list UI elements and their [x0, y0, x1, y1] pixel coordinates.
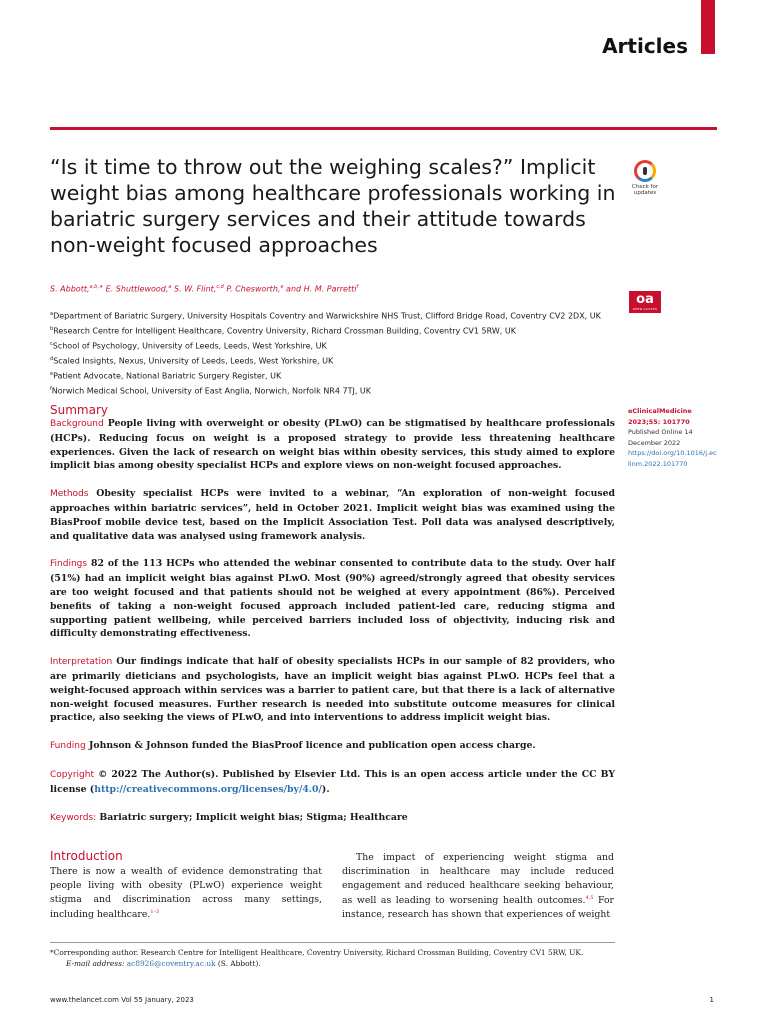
author-name[interactable]: P. Chesworth,	[223, 284, 281, 294]
affiliation-item	[50, 323, 620, 338]
summary-background	[50, 417, 615, 473]
copyright-end: ).	[321, 783, 330, 795]
affiliation-text: Research Centre for Intelligent Healthcare, Coventry University, Richard Crossman Building, Coventry CV1 5RW, UK	[53, 326, 516, 336]
interpretation-label: Interpretation	[50, 657, 113, 668]
intro-right-text: The impact of experiencing weight stigma and discrimination in healthcare may include reduced engagement and reduced healthcare seeking behaviour, as well as leading to worsening health outcomes.	[342, 852, 614, 907]
email-line	[50, 958, 650, 969]
intro-right-text-cont: For instance, research has shown that experiences of weight	[342, 895, 614, 921]
author-affiliation-marker: a,b,∗	[89, 284, 104, 290]
summary-heading: Summary	[50, 403, 108, 417]
copyright-label: Copyright	[50, 769, 94, 780]
affiliation-marker: c	[50, 340, 53, 347]
affiliation-text: Scaled Insights, Nexus, University of Leeds, Leeds, West Yorkshire, UK	[53, 356, 334, 366]
introduction-heading: Introduction	[50, 849, 123, 863]
affiliation-item	[50, 368, 620, 383]
affiliation-marker: b	[50, 325, 54, 332]
affiliation-item	[50, 338, 620, 353]
oa-logo-subtext: OPEN ACCESS	[632, 307, 658, 311]
author-affiliation-marker: a	[168, 284, 172, 290]
affiliation-list	[50, 308, 620, 398]
introduction-right-column	[342, 851, 614, 922]
author-name[interactable]: S. Abbott,	[50, 284, 90, 294]
footer-source: www.thelancet.com Vol 55 January, 2023	[50, 996, 194, 1004]
footnote-rule	[50, 942, 615, 943]
affiliation-text: Patient Advocate, National Bariatric Surgery Register, UK	[53, 371, 282, 381]
publication-date: Published Online 14 December 2022	[628, 428, 693, 447]
methods-text: Obesity specialist HCPs were invited to a webinar, “An exploration of non-weight focused approaches within bariatric services”, held in October 2021. Implicit weight bias was examined using the BiasProof mobile device test, based on the Implicit Association Test. Poll data was analysed descriptively, and qualitative data was analysed using framework analysis.	[50, 488, 615, 542]
check-for-updates-icon	[634, 160, 656, 182]
interpretation-text: Our findings indicate that half of obesity specialists HCPs in our sample of 82 providers, who are primarily dieticians and psychologists, have an implicit weight bias against PLwO. HCPs feel that a weight-focused approach within services was a barrier to patient care, but that there is a lack of alternative non-weight focused measures. Further research is needed into substitute outcome measures for clinical practice, also seeking the views of PLwO, and into interventions to address implicit weight bias.	[50, 656, 615, 724]
author-affiliation-marker: f	[356, 284, 359, 290]
copyright-text: © 2022 The Author(s). Published by Elsevier Ltd. This is an open access article under the CC BY license (	[50, 768, 615, 795]
license-link[interactable]: http://creativecommons.org/licenses/by/4.0/	[94, 783, 322, 795]
author-list	[50, 284, 358, 294]
affiliation-text: Department of Bariatric Surgery, University Hospitals Coventry and Warwickshire NHS Trust, Clifford Bridge Road, Coventry CV2 2DX, UK	[53, 311, 601, 321]
summary-copyright	[50, 768, 615, 797]
intro-left-text: There is now a wealth of evidence demonstrating that people living with obesity (PLwO) experience weight stigma and discrimination across many settings, including healthcare.	[50, 866, 322, 921]
summary-interpretation	[50, 655, 615, 725]
affiliation-marker: e	[50, 370, 54, 377]
footnote	[50, 947, 650, 969]
funding-text: Johnson & Johnson funded the BiasProof licence and publication open access charge.	[88, 740, 536, 752]
summary-methods	[50, 487, 615, 543]
affiliation-item	[50, 308, 620, 323]
affiliation-item	[50, 353, 620, 368]
author-name[interactable]: E. Shuttlewood,	[103, 284, 169, 294]
author-affiliation-marker: c,d	[216, 284, 224, 290]
keywords-label: Keywords:	[50, 812, 97, 823]
corresponding-author-note: *Corresponding author. Research Centre for Intelligent Healthcare, Coventry University, Richard Crossman Building, Coventry CV1 5RW, UK.	[50, 948, 584, 957]
author-affiliation-marker: e	[280, 284, 284, 290]
open-access-logo	[629, 291, 661, 313]
affiliation-item	[50, 383, 620, 398]
header-rule	[50, 127, 717, 130]
email-label: E-mail address:	[66, 959, 125, 968]
journal-name: eClinicalMedicine	[628, 407, 692, 415]
section-label: Articles	[602, 34, 688, 58]
affiliation-text: Norwich Medical School, University of East Anglia, Norwich, Norfolk NR4 7TJ, UK	[51, 386, 372, 396]
oa-logo-text: oa	[636, 292, 654, 307]
background-text: People living with overweight or obesity (PLwO) can be stigmatised by healthcare professionals (HCPs). Reducing focus on weight is a proposed strategy to provide less threatening healthcare experiences. Given the lack of research on weight bias within obesity services, this study aimed to explore implicit bias among obesity specialist HCPs and explore views on non-weight focused approaches.	[50, 418, 615, 472]
doi-link[interactable]: https://doi.org/10.1016/j.eclinm.2022.101770	[628, 449, 717, 468]
summary-findings	[50, 557, 615, 641]
author-name[interactable]: S. W. Flint,	[171, 284, 217, 294]
email-suffix: (S. Abbott).	[215, 959, 261, 968]
background-label: Background	[50, 419, 104, 429]
citation-ref[interactable]: 4,5	[585, 895, 594, 902]
keywords-text: Bariatric surgery; Implicit weight bias; Stigma; Healthcare	[99, 811, 408, 823]
article-info-sidebar	[628, 406, 718, 469]
summary-section	[50, 403, 615, 825]
journal-volume: 2023;55: 101770	[628, 417, 690, 426]
summary-keywords	[50, 811, 615, 826]
summary-funding	[50, 739, 615, 754]
affiliation-text: School of Psychology, University of Leeds, Leeds, West Yorkshire, UK	[52, 341, 327, 351]
author-name[interactable]: and H. M. Parretti	[283, 284, 357, 294]
article-title: “Is it time to throw out the weighing scales?” Implicit weight bias among healthcare professionals working in bariatric surgery services and their attitude towards non-weight focused approaches	[50, 155, 616, 257]
citation-ref[interactable]: 1–3	[150, 909, 160, 916]
introduction-left-column	[50, 865, 322, 922]
check-for-updates-label: Check for updates	[631, 184, 659, 196]
findings-text: 82 of the 113 HCPs who attended the webinar consented to contribute data to the study. Over half (51%) had an implicit weight bias against PLwO. Most (90%) agreed/strongly agreed that obesity services are too weight focused and that patients should not be weighed at every appointment (86%). Perceived benefits of taking a non-weight focused approach included patient-led care, reducing stigma and supporting patient wellbeing, while perceived barriers included loss of objectivity, inducing risk and difficulty demonstrating effectiveness.	[50, 558, 615, 640]
affiliation-marker: f	[50, 385, 52, 392]
page-number: 1	[709, 996, 714, 1004]
affiliation-marker: d	[50, 355, 54, 362]
check-for-updates-button[interactable]	[629, 160, 661, 202]
affiliation-marker: a	[50, 311, 54, 317]
findings-label: Findings	[50, 559, 88, 570]
email-link[interactable]: ac8926@coventry.ac.uk	[126, 959, 216, 968]
header-accent-bar	[701, 0, 715, 54]
methods-label: Methods	[50, 489, 89, 500]
funding-label: Funding	[50, 741, 86, 752]
